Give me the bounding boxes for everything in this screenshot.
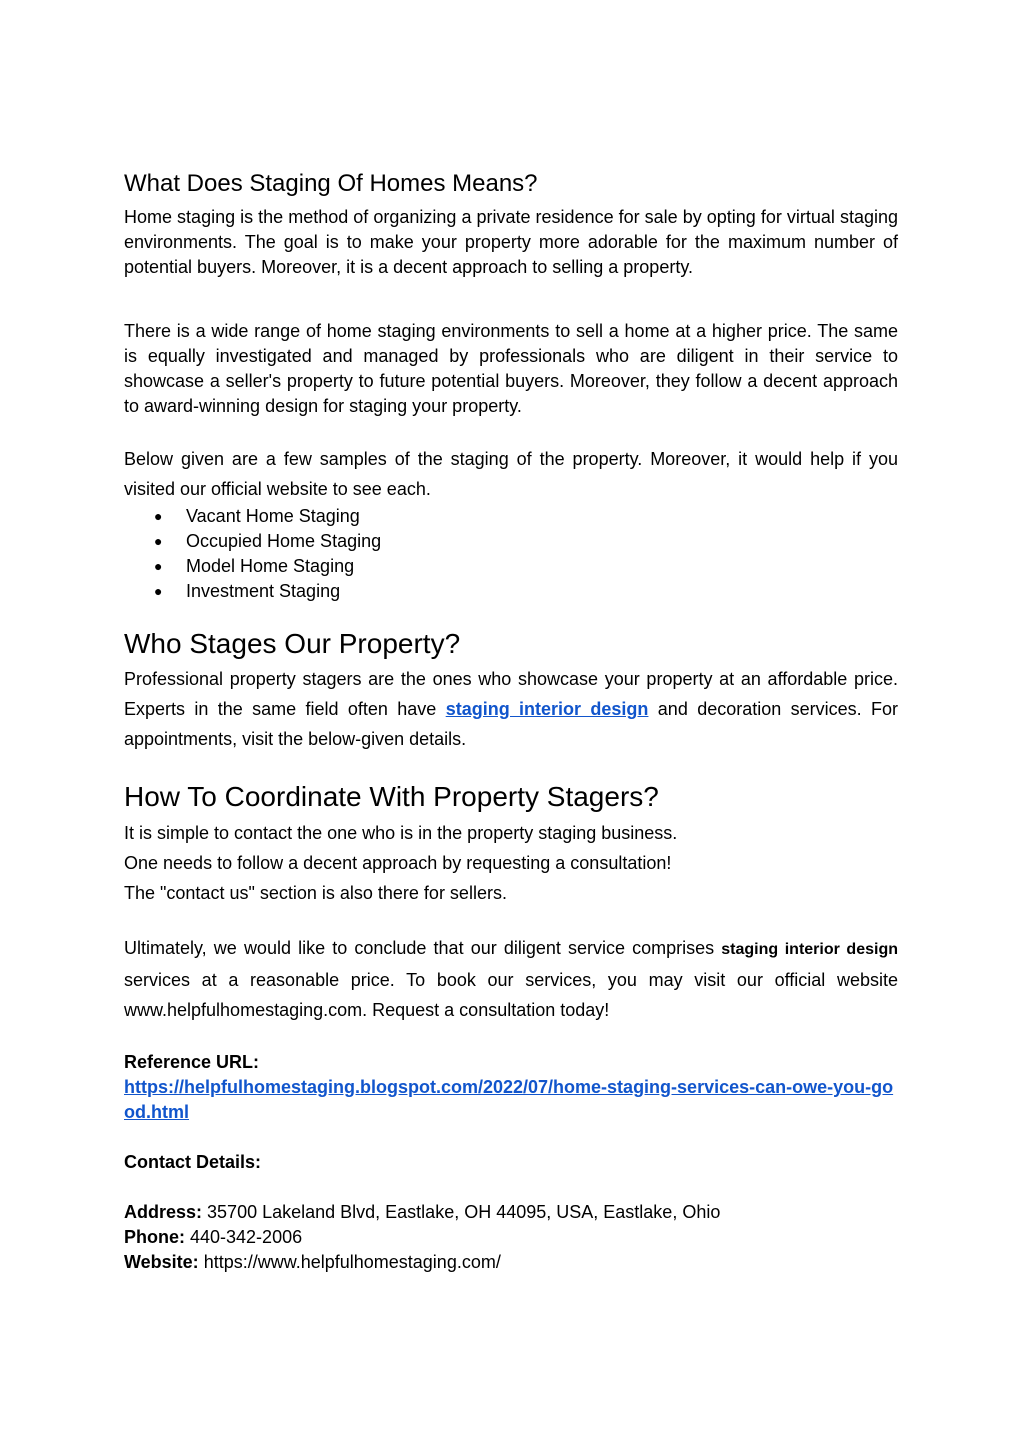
- list-item: ● Investment Staging: [154, 579, 898, 604]
- contact-details-title: Contact Details:: [124, 1151, 262, 1172]
- staging-types-list: [124, 504, 898, 604]
- bullet-dot-icon: ●: [154, 557, 163, 574]
- staging-interior-design-link[interactable]: staging interior design: [445, 699, 649, 720]
- contact-block: [124, 1200, 898, 1275]
- staging-environments-paragraph: There is a wide range of home staging environments to sell a home at a higher price. The same is equally investigated and managed by professionals who are diligent in their service to showcase a seller's property to future potential buyers. Moreover, they follow a decent approach to award-winning design for staging your property.: [124, 320, 898, 416]
- address-label: Address:: [124, 1201, 203, 1222]
- intro-paragraph: Home staging is the method of organizing a private residence for sale by opting for virtual staging environments. The goal is to make your property more adorable for the maximum number of potential buyers. Moreover, it is a decent approach to selling a property.: [124, 206, 898, 277]
- phone-label: Phone:: [124, 1226, 185, 1247]
- phone-value: 440-342-2006: [185, 1226, 303, 1247]
- heading-how-to-coordinate: How To Coordinate With Property Stagers?: [124, 781, 659, 813]
- list-item: ● Vacant Home Staging: [154, 504, 898, 529]
- website-row: [124, 1250, 898, 1275]
- who-stages-paragraph: Professional property stagers are the ones who showcase your property at an affordable price. Experts in the same field often have staging interior design and decoration services. For appointments, visit the below-given details.: [124, 669, 898, 750]
- address-row: [124, 1200, 898, 1225]
- reference-block: [124, 1050, 898, 1125]
- bullet-dot-icon: ●: [154, 532, 163, 549]
- address-value: 35700 Lakeland Blvd, Eastlake, OH 44095, USA, Eastlake, Ohio: [202, 1201, 721, 1222]
- conclusion-paragraph: Ultimately, we would like to conclude that our diligent service comprises staging interior design services at a reasonable price. To book our services, you may visit our official website www.helpfulhomestaging.com. Request a consultation today!: [124, 937, 898, 1020]
- coordinate-line: One needs to follow a decent approach by requesting a consultation!: [124, 852, 672, 873]
- reference-url-link[interactable]: https://helpfulhomestaging.blogspot.com/2022/07/home-staging-services-can-owe-you-good.html: [124, 1076, 894, 1122]
- list-item: ● Model Home Staging: [154, 554, 898, 579]
- phone-row: [124, 1225, 898, 1250]
- conclusion-bold-term: staging interior design: [721, 940, 898, 958]
- website-label: Website:: [124, 1251, 199, 1272]
- bullet-dot-icon: ●: [154, 582, 163, 599]
- coordinate-line: It is simple to contact the one who is in the property staging business.: [124, 822, 678, 843]
- coordinate-lines: [124, 818, 898, 908]
- reference-label: Reference URL:: [124, 1051, 260, 1072]
- samples-paragraph: Below given are a few samples of the staging of the property. Moreover, it would help if you visited our official website to see each.: [124, 448, 898, 499]
- bullet-dot-icon: ●: [154, 507, 163, 524]
- list-item: ● Occupied Home Staging: [154, 529, 898, 554]
- heading-what-does-staging-mean: What Does Staging Of Homes Means?: [124, 170, 538, 197]
- document-page: [124, 170, 898, 1275]
- website-value: https://www.helpfulhomestaging.com/: [198, 1251, 501, 1272]
- heading-who-stages: Who Stages Our Property?: [124, 627, 461, 659]
- coordinate-line: The "contact us" section is also there for sellers.: [124, 882, 507, 903]
